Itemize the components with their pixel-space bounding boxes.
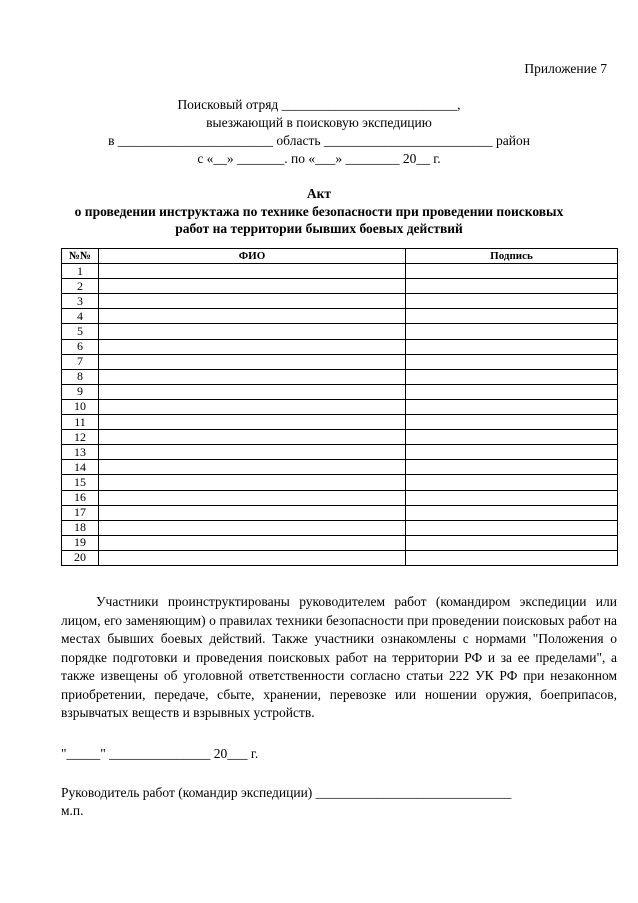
table-row	[62, 369, 618, 384]
signature-cell[interactable]	[406, 324, 618, 339]
fio-cell[interactable]	[99, 324, 406, 339]
fio-cell[interactable]	[99, 384, 406, 399]
table-row	[62, 535, 618, 550]
table-row	[62, 505, 618, 520]
table-row	[62, 520, 618, 535]
row-number: 17	[62, 505, 99, 520]
row-number: 12	[62, 430, 99, 445]
table-row	[62, 294, 618, 309]
row-number: 8	[62, 369, 99, 384]
instruction-paragraph	[61, 593, 617, 723]
signature-cell[interactable]	[406, 294, 618, 309]
fio-cell[interactable]	[99, 354, 406, 369]
fio-cell[interactable]	[99, 505, 406, 520]
row-number: 3	[62, 294, 99, 309]
signature-cell[interactable]	[406, 279, 618, 294]
row-number: 4	[62, 309, 99, 324]
table-row	[62, 460, 618, 475]
row-number: 13	[62, 445, 99, 460]
fio-cell[interactable]	[99, 550, 406, 565]
fio-cell[interactable]	[99, 535, 406, 550]
fio-cell[interactable]	[99, 445, 406, 460]
table-row	[62, 339, 618, 354]
row-number: 9	[62, 384, 99, 399]
fio-cell[interactable]	[99, 475, 406, 490]
fio-cell[interactable]	[99, 490, 406, 505]
act-subtitle-line1: о проведении инструктажа по технике безопасности при проведении поисковых	[74, 204, 564, 219]
header-signature: Подпись	[406, 249, 618, 264]
appendix-label: Приложение 7	[524, 61, 607, 76]
signature-cell[interactable]	[406, 445, 618, 460]
row-number: 11	[62, 415, 99, 430]
table-row	[62, 550, 618, 565]
header-squad-line: Поисковый отряд __________________________,	[177, 97, 461, 112]
row-number: 19	[62, 535, 99, 550]
header-expedition-line: выезжающий в поисковую экспедицию	[206, 115, 432, 130]
row-number: 20	[62, 550, 99, 565]
table-row	[62, 475, 618, 490]
signature-cell[interactable]	[406, 505, 618, 520]
table-row	[62, 399, 618, 414]
row-number: 18	[62, 520, 99, 535]
signature-cell[interactable]	[406, 354, 618, 369]
signature-cell[interactable]	[406, 415, 618, 430]
fio-cell[interactable]	[99, 294, 406, 309]
fio-cell[interactable]	[99, 264, 406, 279]
table-row	[62, 415, 618, 430]
participants-table	[61, 248, 618, 566]
header-number: №№	[62, 249, 99, 264]
row-number: 14	[62, 460, 99, 475]
table-row	[62, 490, 618, 505]
signature-cell[interactable]	[406, 460, 618, 475]
fio-cell[interactable]	[99, 369, 406, 384]
fio-cell[interactable]	[99, 309, 406, 324]
signature-cell[interactable]	[406, 339, 618, 354]
header-dates-line: с «__» _______. по «___» ________ 20__ г.	[197, 151, 441, 166]
signature-cell[interactable]	[406, 490, 618, 505]
act-subtitle-line2: работ на территории бывших боевых действий	[175, 221, 463, 236]
fio-cell[interactable]	[99, 339, 406, 354]
table-row	[62, 264, 618, 279]
header-fio: ФИО	[99, 249, 406, 264]
fio-cell[interactable]	[99, 520, 406, 535]
fio-cell[interactable]	[99, 399, 406, 414]
table-row	[62, 279, 618, 294]
table-row	[62, 445, 618, 460]
table-row	[62, 324, 618, 339]
fio-cell[interactable]	[99, 415, 406, 430]
row-number: 5	[62, 324, 99, 339]
instruction-text: Участники проинструктированы руководителем работ (командиром экспедиции или лицом, его заменяющим) о правилах техники безопасности при проведении поисковых работ на местах бывших боевых действий. Также участники ознакомлены с нормами "Положения о порядке подготовки и проведения поисковых работ на территории РФ и за ее пределами", а также извещены об уголовной ответственности согласно статьи 222 УК РФ при незаконном приобретении, передаче, сбыте, хранении, перевозке или ношении оружия, боеприпасов, взрывчатых веществ и взрывных устройств.	[61, 594, 617, 720]
signature-cell[interactable]	[406, 369, 618, 384]
header-region-line: в _______________________ область _________________________ район	[108, 133, 530, 148]
signature-cell[interactable]	[406, 550, 618, 565]
row-number: 15	[62, 475, 99, 490]
fio-cell[interactable]	[99, 460, 406, 475]
signature-cell[interactable]	[406, 430, 618, 445]
table-row	[62, 354, 618, 369]
row-number: 16	[62, 490, 99, 505]
row-number: 7	[62, 354, 99, 369]
fio-cell[interactable]	[99, 430, 406, 445]
signature-line: Руководитель работ (командир экспедиции) _____________________________	[61, 785, 512, 800]
row-number: 6	[62, 339, 99, 354]
signature-cell[interactable]	[406, 535, 618, 550]
date-line: "_____" _______________ 20___ г.	[61, 746, 259, 761]
signature-cell[interactable]	[406, 384, 618, 399]
row-number: 10	[62, 399, 99, 414]
signature-cell[interactable]	[406, 475, 618, 490]
fio-cell[interactable]	[99, 279, 406, 294]
signature-cell[interactable]	[406, 264, 618, 279]
table-row	[62, 384, 618, 399]
row-number: 2	[62, 279, 99, 294]
act-title: Акт	[306, 186, 332, 201]
table-row	[62, 430, 618, 445]
signature-cell[interactable]	[406, 309, 618, 324]
signature-cell[interactable]	[406, 399, 618, 414]
table-header-row	[62, 249, 618, 264]
row-number: 1	[62, 264, 99, 279]
table-row	[62, 309, 618, 324]
stamp-label: м.п.	[61, 803, 84, 818]
signature-cell[interactable]	[406, 520, 618, 535]
